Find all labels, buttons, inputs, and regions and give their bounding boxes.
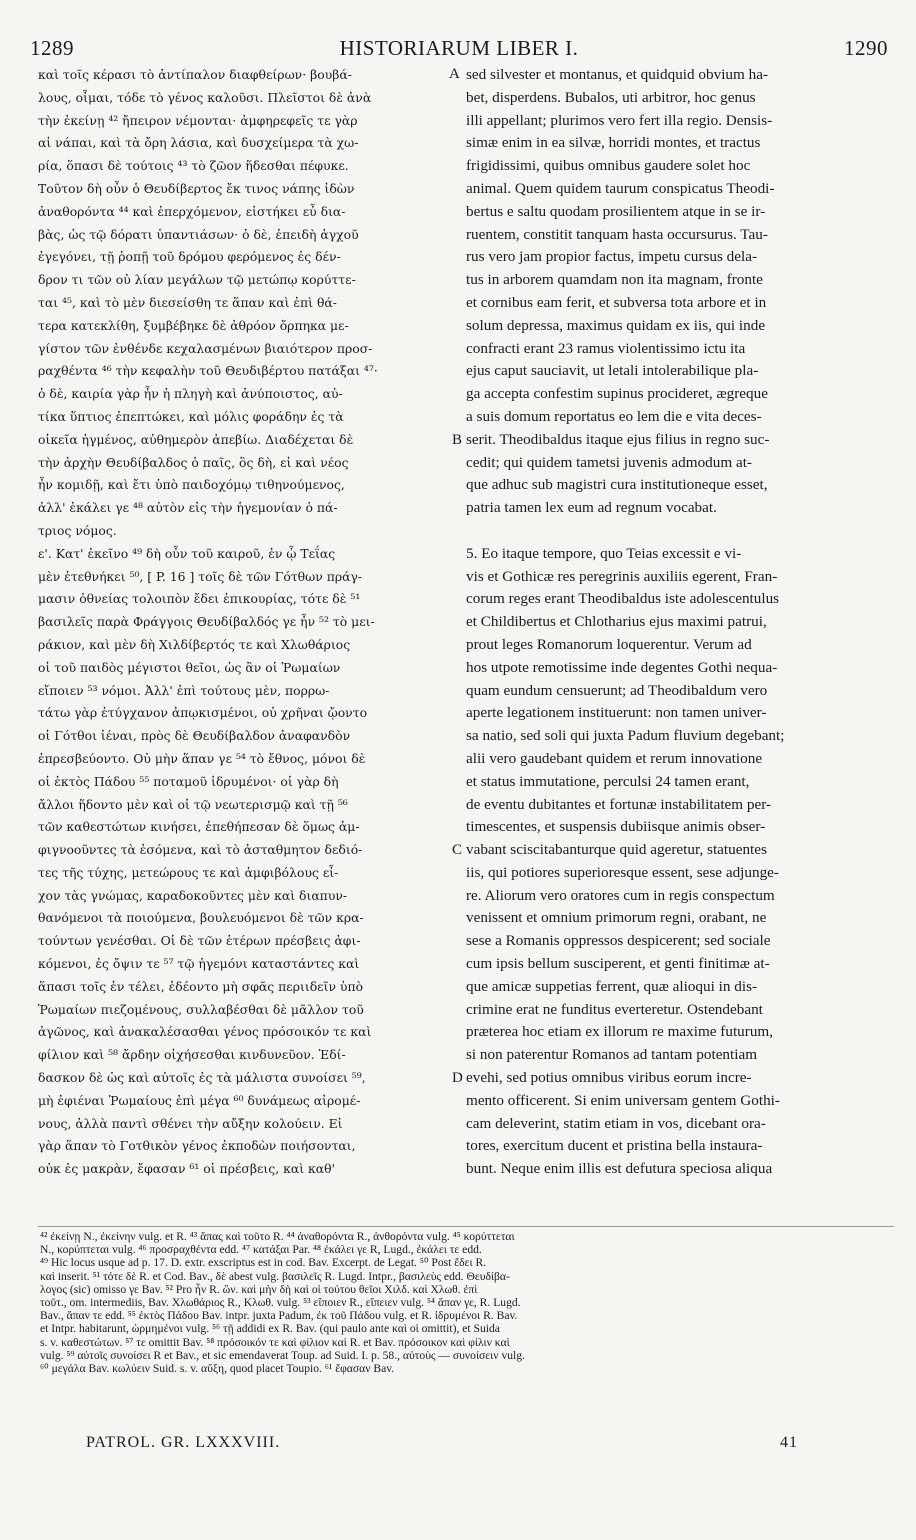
sheet-number: 41 <box>780 1434 798 1451</box>
latin-text-line: si non paterentur Romanos ad tantam potentiam <box>466 1046 758 1064</box>
latin-text-line: venissent et omnium primorum regni, orabant, ne <box>466 909 767 927</box>
latin-text-line: et cornibus eam ferit, et subversa tota arbore et in <box>466 293 767 311</box>
latin-text-line: animal. Quem quidem taurum conspicatus Theodi- <box>466 179 775 197</box>
footnote-line: τοῦτ., om. intermediis, Bav. Χλωθάριος R., Κλωθ. vulg. ⁵³ εἴποιεν R., εἴπειεν vulg. ⁵⁴ ἅπαν γε, R. Lugd. <box>40 1295 521 1309</box>
left-page-number: 1289 <box>30 36 74 60</box>
latin-text-line: aperte legationem instituerunt: non tamen univer- <box>466 704 767 722</box>
greek-text-line: ρία, ὅπασι δὲ τούτοις ⁴³ τὸ ζῶον ἥδεσθαι πέφυκε. <box>38 158 349 174</box>
latin-text-line: crimine erat ne funditus everteretur. Ostendebant <box>466 1000 763 1018</box>
greek-text-line: τερα κατεκλίθη, ξυμβέβηκε δὲ ἀθρόον ὄρπηκα με- <box>38 317 349 333</box>
footnote-line: vulg. ⁵⁹ αὐτοῖς συνοίσει R et Bav., et sic emendaverat Toup. ad Suid. I. p. 58., αὐτοὺς — συνοίσειν vulg. <box>40 1348 525 1362</box>
latin-text-line: sese a Romanis oppressos despicerent; sed sociale <box>466 932 771 950</box>
greek-text-line: τῶν καθεστώτων κινήσει, ἐπεθήπεσαν δὲ ὅμως ἀμ- <box>38 819 360 835</box>
greek-text-line: τούντων γενέσθαι. Οἱ δὲ τῶν ἑτέρων πρέσβεις ἀφι- <box>38 933 361 949</box>
latin-text-line: sa natio, sed soli qui juxta Padum fluvium degebant; <box>466 727 785 745</box>
latin-text-line: ga accepta confestim supinus procideret, ægreque <box>466 385 768 403</box>
greek-text-line: οὐκ ἐς μακρὰν, ἔφασαν ⁶¹ οἱ πρέσβεις, καὶ καθ' <box>38 1161 335 1177</box>
greek-text-line: τίκα ὕπτιος ἐπεπτώκει, καὶ μόλις φοράδην ἐς τὰ <box>38 408 344 424</box>
greek-text-line: ε'. Κατ' ἐκεῖνο ⁴⁹ δὴ οὖν τοῦ καιροῦ, ἐν ᾧ Τεΐας <box>38 545 336 561</box>
latin-text-line: que amicæ suppetias ferrent, quæ alioqui in dis- <box>466 977 758 995</box>
greek-text-line: γὰρ ἅπαν τὸ Γοτθικὸν γένος ἐκποδὼν ποιήσονται, <box>38 1138 356 1154</box>
greek-text-line: δρον τι τῶν οὐ λίαν μεγάλων τῷ μετώπῳ κορύττε- <box>38 272 356 288</box>
latin-text-line: de eventu dubitantes et fortunæ instabilitatem per- <box>466 795 772 813</box>
greek-text-line: Τοῦτον δὴ οὖν ὁ Θευδίβερτος ἔκ τινος νάπης ἰδὼν <box>38 180 355 196</box>
running-header <box>30 36 888 66</box>
latin-text-line: bunt. Neque enim illis est defutura speciosa aliqua <box>466 1160 773 1178</box>
footnote-line: ⁴² ἐκείνῃ N., ἐκείνην vulg. et R. ⁴³ ἅπας καὶ τοῦτο R. ⁴⁴ ἀναθορόντα R., ἀνθορόντα vulg. ⁴⁵ κορύττεται <box>40 1230 515 1243</box>
latin-text-line: alii vero gaudebant quidem et rerum innovatione <box>466 749 763 767</box>
latin-text-line: evehi, sed potius omnibus viribus eorum incre- <box>466 1069 752 1087</box>
greek-text-line: οἰκεῖα ἠγμένος, αὐθημερὸν ἀπεβίω. Διαδέχεται δὲ <box>38 431 354 447</box>
page-footer <box>86 1434 798 1456</box>
right-page-number: 1290 <box>844 36 888 60</box>
footnote-line: ⁴⁹ Hic locus usque ad p. 17. D. extr. exscriptus est in cod. Bav. Excerpt. de Legat. ⁵⁰ Post ἔδει R. <box>40 1256 487 1270</box>
greek-text-line: ἀναθορόντα ⁴⁴ καὶ ἐπερχόμενον, εἱστήκει εὖ δια- <box>38 203 346 219</box>
latin-text-line: quam eundum censuerunt; ad Theodibaldum vero <box>466 681 768 699</box>
latin-text-line: cum ipsis bellum susciperent, et genti finitimæ at- <box>466 955 770 973</box>
latin-text-line: ruentem, constitit tanquam hasta occursurus. Tau- <box>466 225 768 243</box>
footnote-line: ⁶⁰ μεγάλα Bav. κωλύειν Suid. s. v. αὔξη, quod placet Toupio. ⁶¹ ἔφασαν Bav. <box>40 1361 395 1375</box>
latin-text-line: bertus e saltu quodam prosilientem atque in se ir- <box>466 202 766 220</box>
latin-text-line: frigidissimi, quibus omnibus gaudere solet hoc <box>466 157 751 175</box>
footnotes <box>40 1230 900 1375</box>
footnote-line: et Intpr. habitarunt, ὡρμημένοι vulg. ⁵⁶ τῇ addidi ex R. Bav. (qui paulo ante καὶ οἱ omittit), et Suida <box>40 1322 500 1336</box>
footnote-line: Bav., ἅπαν τε edd. ⁵⁵ ἐκτὸς Πάδου Bav. intpr. juxta Padum, ἐκ τοῦ Πάδου vulg. et R. ἱδρυμένοι R. Bav. <box>40 1309 518 1323</box>
latin-text-line: simæ enim in ea silvæ, horridi montes, et tractus <box>466 134 761 152</box>
greek-text-line: γίστον τῶν ἐνθένδε κεχαλασμένων βιαιότερον προσ- <box>38 340 373 356</box>
latin-text-line: rus vero jam propior factus, impetu cursus dela- <box>466 248 758 266</box>
latin-text-line: cedit; qui quidem tametsi juvenis admodum at- <box>466 453 752 471</box>
margin-letter-a: A <box>449 66 460 82</box>
latin-text-line: tus in arborem quamdam non ita magnam, fronte <box>466 271 763 289</box>
latin-text-line: corum reges erant Theodibaldus iste adolescentulus <box>466 590 780 608</box>
greek-text-line: καὶ τοῖς κέρασι τὸ ἀντίπαλον διαφθείρων· βουβά- <box>38 67 352 82</box>
greek-text-line: ἀλλ' ἐκάλει γε ⁴⁸ αὐτὸν εἰς τὴν ἡγεμονίαν ὁ πά- <box>38 500 338 516</box>
greek-text-line: εἴποιεν ⁵³ νόμοι. Ἀλλ' ἐπὶ τούτους μὲν, πορρω- <box>38 682 330 698</box>
greek-text-line: τὴν ἐκείνῃ ⁴² ἤπειρον νέμονται· ἀμφηρεφεῖς τε γὰρ <box>38 112 358 128</box>
greek-text-line: ται ⁴⁵, καὶ τὸ μὲν διεσείσθη τε ἅπαν καὶ ἐπὶ θά- <box>38 294 337 310</box>
greek-text-line: τες τῆς τύχης, μετεώρους τε καὶ ἀμφιβόλους εἶ- <box>38 864 339 880</box>
latin-text-line: prout leges Romanorum loquerentur. Verum ad <box>466 635 752 653</box>
greek-text-line: ἄλλοι ἥδοντο μὲν καὶ οἱ τῷ νεωτερισμῷ καὶ τῇ ⁵⁶ <box>38 796 348 812</box>
latin-text-line: patria tamen lex eum ad regnum vocabat. <box>466 499 717 517</box>
greek-text-line: ὁ δὲ, καιρία γὰρ ἦν ἡ πληγὴ καὶ ἀνύποιστος, αὐ- <box>38 386 343 402</box>
greek-text-line: ἐπρεσβεύοντο. Οὐ μὴν ἅπαν γε ⁵⁴ τὸ ἔθνος, μόνοι δὲ <box>38 750 366 766</box>
greek-text-line: μὲν ἐτεθνήκει ⁵⁰, [ P. 16 ] τοῖς δὲ τῶν Γότθων πράγ- <box>38 568 363 584</box>
latin-text-line: et status immutatione, perculsi 24 tamen erant, <box>466 772 750 790</box>
latin-text-line: 5. Eo itaque tempore, quo Teias excessit e vi- <box>466 544 742 562</box>
latin-text-line: iis, qui potiores superioresque essent, sese adjunge- <box>466 863 779 881</box>
greek-text-line: μασιν ὀθνείας τολοιπὸν ἔδει ἐπικουρίας, τότε δὲ ⁵¹ <box>38 591 361 607</box>
latin-text-line: tores, exercitum ducent et pristina bella instaura- <box>466 1137 763 1155</box>
greek-text-line: νους, ἀλλὰ παντὶ σθένει τὴν αὔξην κολούειν. Εἰ <box>38 1115 343 1131</box>
greek-text-line: τάτω γὰρ ἐτύγχανον ἀπῳκισμένοι, οὐ χρῆναι ᾤοντο <box>38 705 368 721</box>
latin-text-line <box>466 520 894 543</box>
greek-text-line: ἐγεγόνει, τῇ ῥοπῇ τοῦ δρόμου φερόμενος ἐς δέν- <box>38 249 341 265</box>
latin-text-line: que adhuc sub magistri cura institutioneque esset, <box>466 476 768 494</box>
greek-text-line: αἱ νάπαι, καὶ τὰ ὄρη λάσια, καὶ δυσχείμερα τὰ χω- <box>38 135 359 151</box>
footnote-line: καὶ inserit. ⁵¹ τότε δὲ R. et Cod. Bav., δὲ abest vulg. βασιλεῖς R. Lugd. Intpr., βασιλεὺς edd. Θευδίβα- <box>40 1269 510 1283</box>
greek-text-line: ράκιον, καὶ μὲν δὴ Χιλδίβερτός τε καὶ Χλωθάριος <box>38 636 351 652</box>
greek-text-line: φιγνοοῦντες τὰ ἐσόμενα, καὶ τὸ ἀσταθμητον δεδιό- <box>38 842 363 858</box>
greek-text-line: οἱ Γότθοι ἰέναι, πρὸς δὲ Θευδίβαλδον ἀναφανδὸν <box>38 728 351 744</box>
greek-text-line: θανόμενοι τὰ ποιούμενα, βουλευόμενοι δὲ τῶν κρα- <box>38 910 364 926</box>
latin-text-line: re. Aliorum vero oratores cum in regis conspectum <box>466 886 775 904</box>
greek-text-line: ἀγῶνος, καὶ ἀνακαλέσασθαι γένος πρόσοικόν τε καὶ <box>38 1024 372 1040</box>
latin-text-line: serit. Theodibaldus itaque ejus filius in regno suc- <box>466 430 770 448</box>
footnote-line: λογος (sic) omisso γε Bav. ⁵² Pro ἦν R. ὢν. καὶ μὴν δὴ καὶ οἱ τούτου θεῖοι Χιλδ. καὶ Χλωθ. ἐπὶ <box>40 1282 478 1296</box>
greek-text-line: λους, οἶμαι, τόδε τὸ γένος καλοῦσι. Πλεῖστοι δὲ ἀνὰ <box>38 89 372 105</box>
greek-text-line: ἅπασι τοῖς ἐν τέλει, ἐδέοντο μὴ σφᾶς περιιδεῖν ὑπὸ <box>38 978 364 994</box>
latin-text-line: et Childibertus et Chlotharius ejus maximi patrui, <box>466 613 767 631</box>
latin-text-line: confracti erant 23 ramus violentissimo ictu ita <box>466 339 746 357</box>
greek-text-line: φίλιον καὶ ⁵⁸ ἄρδην οἰχήσεσθαι κινδυνεῦον. Ἐδί- <box>38 1047 346 1063</box>
volume-signature: PATROL. GR. LXXXVIII. <box>86 1434 281 1451</box>
latin-text-line: sed silvester et montanus, et quidquid obvium ha- <box>466 66 769 83</box>
footnote-line: N., κορύπτεται vulg. ⁴⁶ προσραχθέντα edd. ⁴⁷ κατάξαι Par. ⁴⁸ ἐκάλει γε R, Lugd., ἐκάλει τε edd. <box>40 1243 482 1257</box>
latin-text-line: mento officerent. Si enim universam gentem Gothi- <box>466 1091 780 1109</box>
latin-text-line: vabant sciscitabanturque quid ageretur, statuentes <box>466 841 767 859</box>
latin-text-column <box>466 64 894 1181</box>
greek-text-line: χον τὰς γνώμας, καραδοκοῦντες μὲν καὶ διαπυν- <box>38 887 348 903</box>
greek-text-line: τριος νόμος. <box>38 522 117 538</box>
latin-text-line: solum depressa, maximus quidam ex iis, qui inde <box>466 316 766 334</box>
latin-text-line: hos utpote remotissime inde degentes Gothi nequa- <box>466 658 778 676</box>
margin-letter-b: B <box>452 432 463 448</box>
latin-text-line: cam deleverint, statim etiam in vos, dicebant ora- <box>466 1114 766 1132</box>
footnote-line: s. v. καθεστώτων. ⁵⁷ τε omittit Bav. ⁵⁸ πρόσοικόν τε καὶ φίλιον καὶ R. et Bav. πρόσοικον καὶ φίλιν καὶ <box>40 1335 510 1349</box>
latin-text-line: vis et Gothicæ res peregrinis auxiliis egerent, Fran- <box>466 567 778 585</box>
greek-text-line: ἦν κομιδῇ, καὶ ἔτι ὑπὸ παιδοχόμῳ τιθηνούμενος, <box>38 477 345 493</box>
greek-text-line: ραχθέντα ⁴⁶ τὴν κεφαλὴν τοῦ Θευδιβέρτου πατάξαι ⁴⁷· <box>38 363 378 379</box>
greek-text-line: οἱ τοῦ παιδὸς μέγιστοι θεῖοι, ὡς ἂν οἱ Ῥωμαίων <box>38 659 341 675</box>
latin-text-line: præterea hoc etiam ex illorum re maxime futurum, <box>466 1023 774 1041</box>
greek-text-line: μὴ ἐφιέναι Ῥωμαίους ἐπὶ μέγα ⁶⁰ δυνάμεως αἰρομέ- <box>38 1092 361 1108</box>
margin-letter-d: D <box>452 1070 463 1086</box>
latin-text-line: illi appellant; plurimos vero fert illa regio. Densis- <box>466 111 773 129</box>
greek-text-line: οἱ ἐκτὸς Πάδου ⁵⁵ ποταμοῦ ἱδρυμένοι· οἱ γὰρ δὴ <box>38 773 339 789</box>
greek-text-line: βὰς, ὡς τῷ δόρατι ὑπαντιάσων· ὁ δὲ, ἐπειδὴ ἀγχοῦ <box>38 226 359 242</box>
greek-text-line: κόμενοι, ἐς ὄψιν τε ⁵⁷ τῷ ἡγεμόνι καταστάντες καὶ <box>38 956 360 972</box>
latin-text-line: timescentes, et suspensis dubiisque animis obser- <box>466 818 766 836</box>
running-title: HISTORIARUM LIBER I. <box>339 36 579 60</box>
greek-text-line: βασιλεῖς παρὰ Φράγγοις Θευδίβαλδός γε ἦν ⁵² τὸ μει- <box>38 614 375 630</box>
latin-text-line: a suis domum reportatus eo lem die e vita deces- <box>466 407 762 425</box>
greek-text-line: δασκον δὲ ὡς καὶ αὐτοῖς ἐς τὰ μάλιστα συνοίσει ⁵⁹, <box>38 1070 366 1086</box>
greek-text-line: Ῥωμαίων πιεζομένους, συλλαβέσθαι δὲ μᾶλλον τοῦ <box>38 1001 364 1017</box>
footnote-divider <box>38 1226 894 1227</box>
latin-text-line: bet, disperdens. Bubalos, uti arbitror, hoc genus <box>466 88 756 106</box>
margin-letter-c: C <box>452 842 463 858</box>
latin-text-line: ejus caput sauciavit, ut letali intolerabilique pla- <box>466 362 759 380</box>
greek-text-line: τὴν ἀρχὴν Θευδίβαλδος ὁ παῖς, ὃς δὴ, εἰ καὶ νέος <box>38 454 349 470</box>
greek-text-column <box>38 64 458 1181</box>
